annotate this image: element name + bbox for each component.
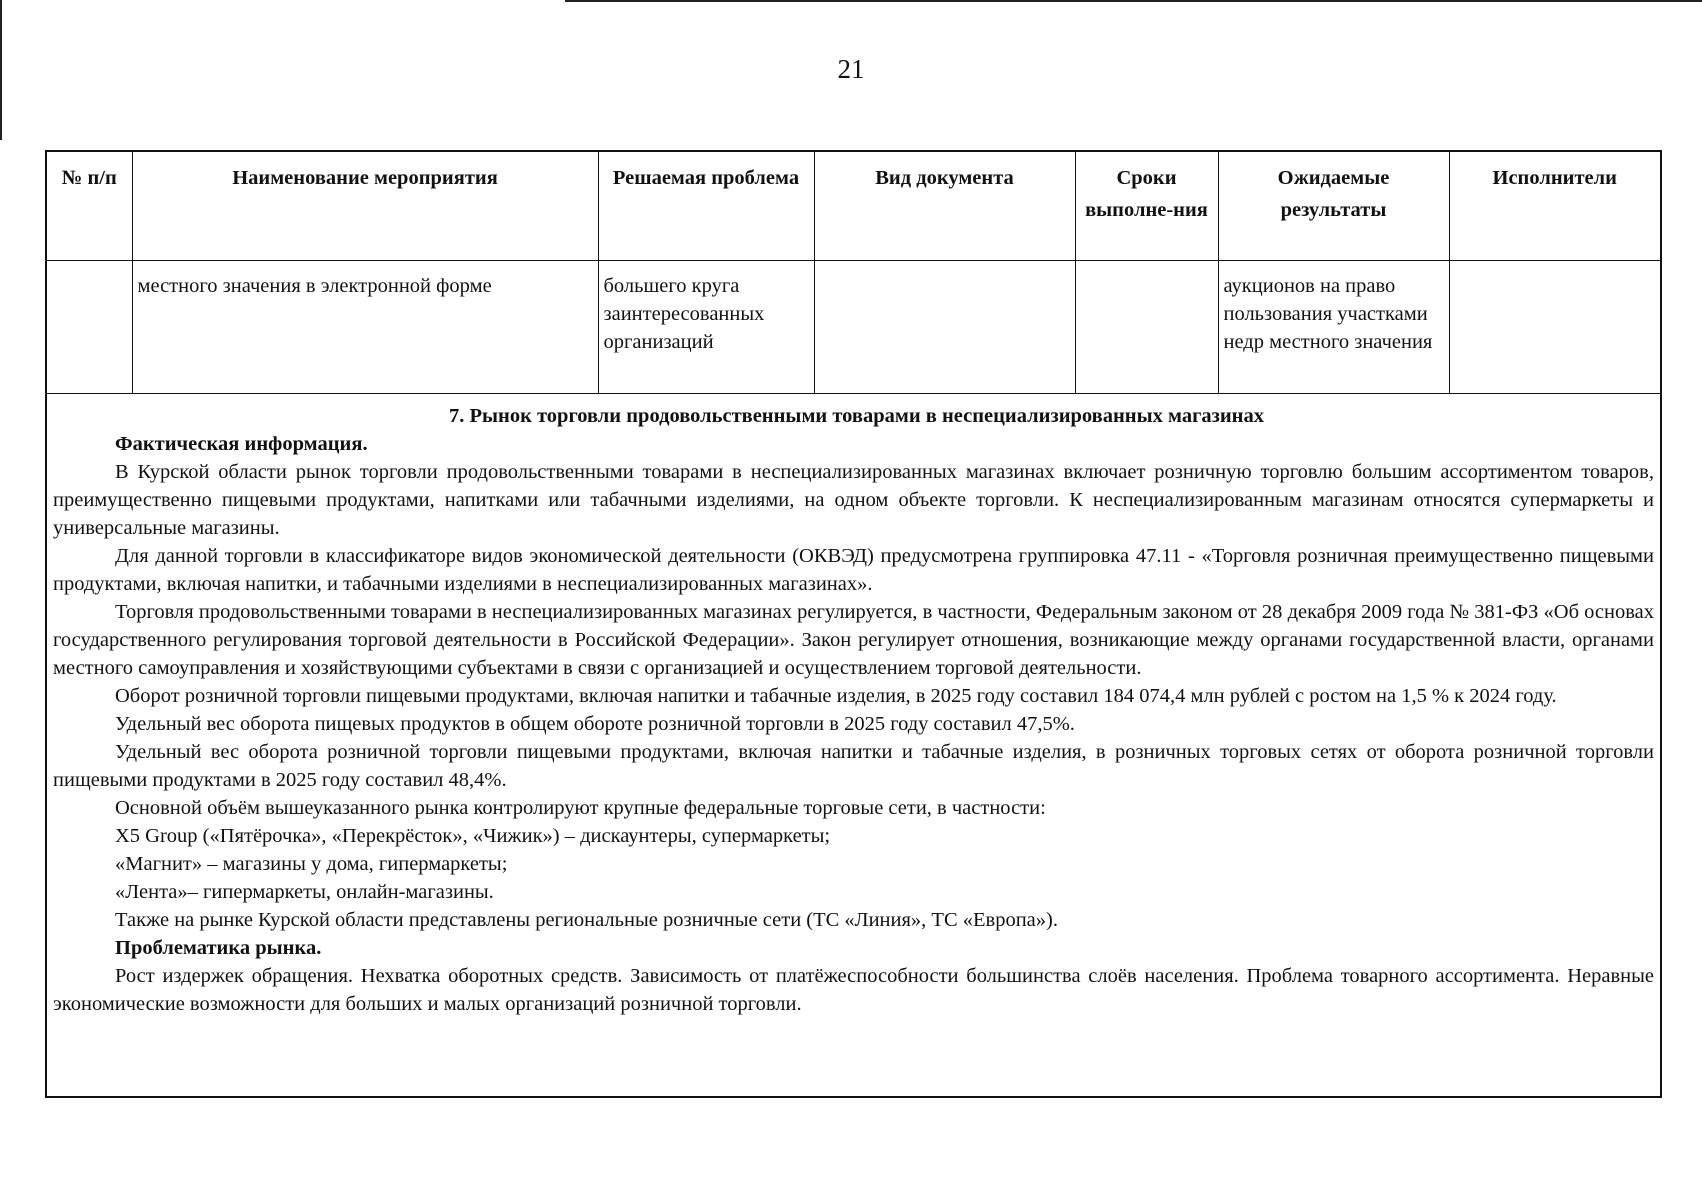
table-header-row [47, 152, 1660, 260]
paragraph: Торговля продовольственными товарами в неспециализированных магазинах регулируется, в частности, Федеральным законом от 28 декабря 2009 года № 381-ФЗ «Об основах государственного регулирования торговой деятельности в Российской Федерации». Закон регулирует отношения, возникающие между органами государственной власти, органами местного самоуправления и хозяйствующими субъектами в связи с организацией и осуществлением торговой деятельности. [53, 600, 1654, 679]
measures-table [47, 152, 1660, 394]
cell-number [47, 260, 132, 393]
paragraph: Также на рынке Курской области представлены региональные розничные сети (ТС «Линия», ТС «Европа»). [115, 908, 1058, 931]
cell-executors [1449, 260, 1660, 393]
section-body [47, 394, 1660, 1018]
cell-measure-name: местного значения в электронной форме [132, 260, 598, 393]
section-title: 7. Рынок торговли продовольственными товарами в неспециализированных магазинах [448, 404, 1264, 427]
paragraph: Удельный вес оборота розничной торговли пищевыми продуктами, включая напитки и табачные изделия, в розничных торговых сетях от оборота розничной торговли пищевыми продуктами в 2025 году составил 48,4%. [53, 740, 1654, 791]
paragraph: Удельный вес оборота пищевых продуктов в общем обороте розничной торговли в 2025 году составил 47,5%. [115, 712, 1075, 735]
cell-document-type [814, 260, 1075, 393]
header-measure-name: Наименование мероприятия [132, 152, 598, 260]
cell-terms [1075, 260, 1218, 393]
cell-problem: большего круга заинтересованных организаций [598, 260, 814, 393]
document-frame [45, 150, 1662, 1098]
paragraph: Оборот розничной торговли пищевыми продуктами, включая напитки и табачные изделия, в 2025 году составил 184 074,4 млн рублей с ростом на 1,5 % к 2024 году. [115, 684, 1557, 707]
list-item: X5 Group («Пятёрочка», «Перекрёсток», «Чижик») – дискаунтеры, супермаркеты; [115, 824, 831, 847]
header-terms: Сроки выполне-ния [1075, 152, 1218, 260]
header-number: № п/п [47, 152, 132, 260]
header-document-type: Вид документа [814, 152, 1075, 260]
header-problem: Решаемая проблема [598, 152, 814, 260]
page-number: 21 [837, 54, 865, 84]
problem-heading: Проблематика рынка. [115, 936, 322, 959]
fact-heading: Фактическая информация. [115, 432, 368, 455]
list-item: «Магнит» – магазины у дома, гипермаркеты; [115, 852, 508, 875]
paragraph: В Курской области рынок торговли продовольственными товарами в неспециализированных магазинах включает розничную торговлю большим ассортиментом товаров, преимущественно пищевыми продуктами, напитками или табачными изделиями, на одном объекте торговли. К неспециализированным магазинам относятся супермаркеты и универсальные магазины. [53, 460, 1654, 539]
header-expected-results: Ожидаемые результаты [1218, 152, 1449, 260]
paragraph: Основной объём вышеуказанного рынка контролируют крупные федеральные торговые сети, в частности: [115, 796, 1046, 819]
problem-paragraph: Рост издержек обращения. Нехватка оборотных средств. Зависимость от платёжеспособности большинства слоёв населения. Проблема товарного ассортимента. Неравные экономические возможности для больших и малых организаций розничной торговли. [53, 964, 1654, 1015]
table-row [47, 260, 1660, 393]
paragraph: Для данной торговли в классификаторе видов экономической деятельности (ОКВЭД) предусмотрена группировка 47.11 - «Торговля розничная преимущественно пищевыми продуктами, включая напитки, и табачными изделиями в неспециализированных магазинах». [53, 544, 1654, 595]
list-item: «Лента»– гипермаркеты, онлайн-магазины. [115, 880, 494, 903]
cell-expected-results: аукционов на право пользования участками недр местного значения [1218, 260, 1449, 393]
scan-edge-top [565, 0, 1702, 2]
header-executors: Исполнители [1449, 152, 1660, 260]
